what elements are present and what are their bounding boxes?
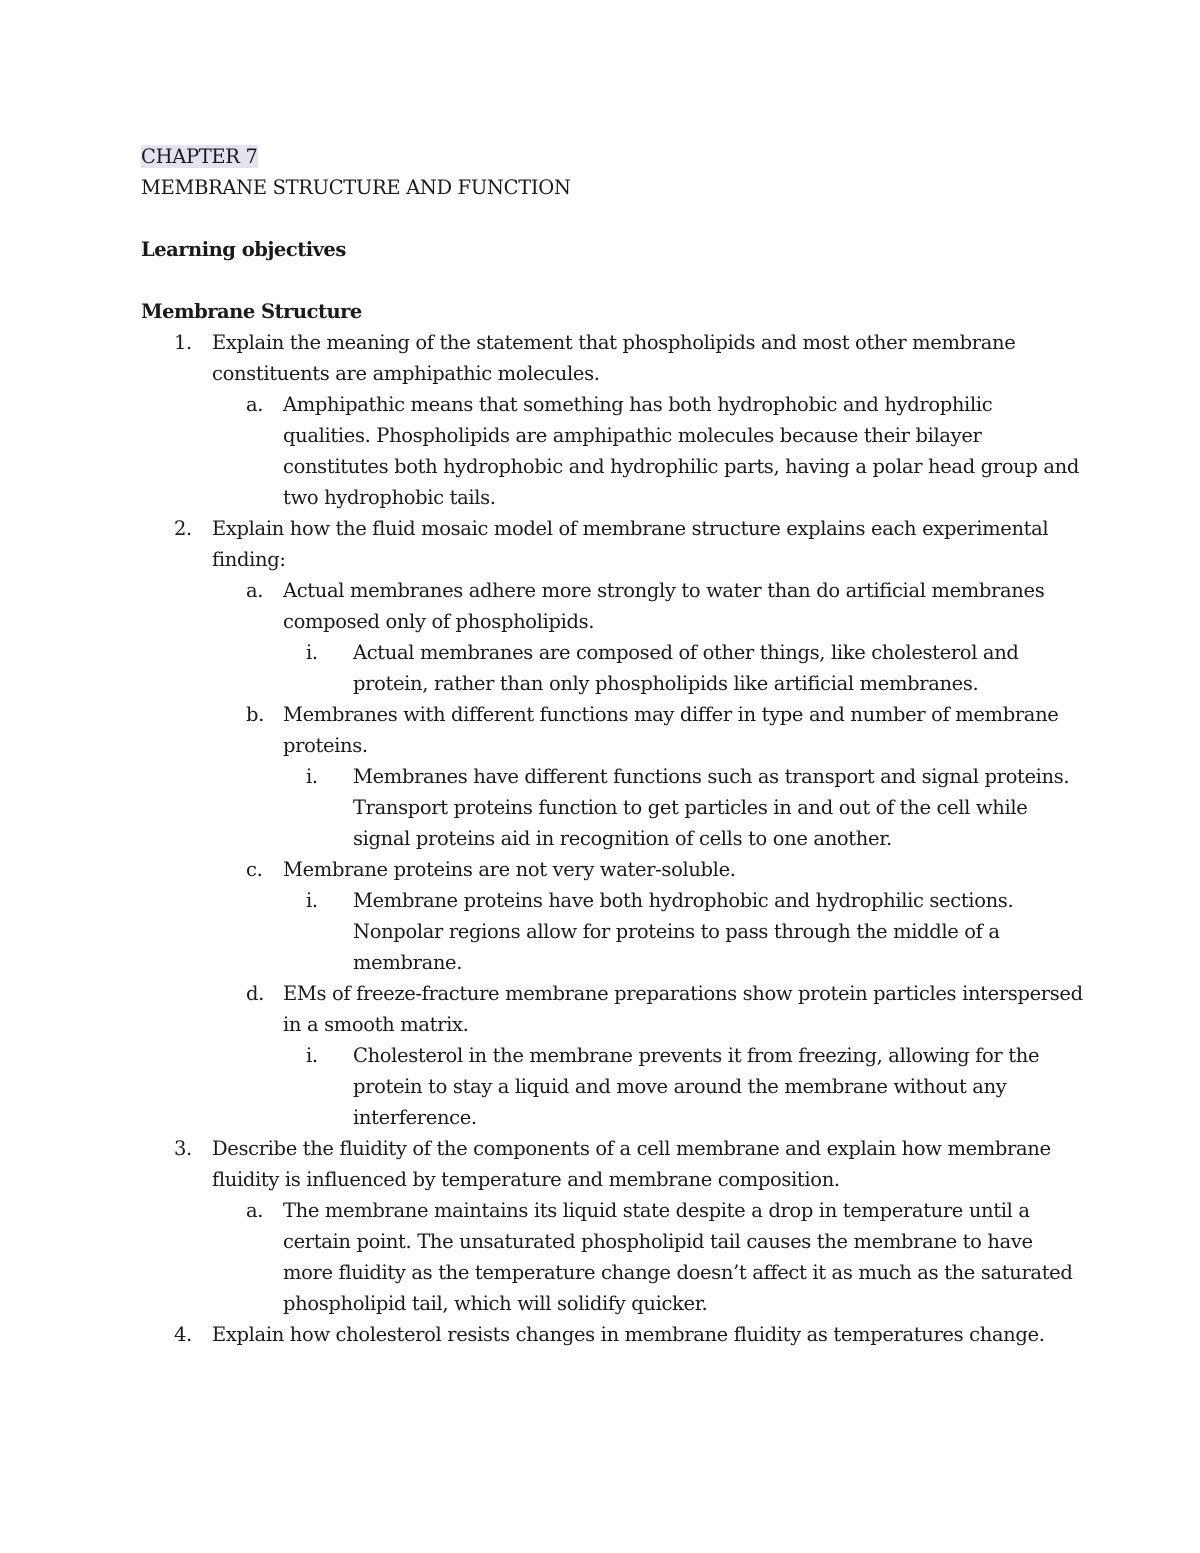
subitem-text: qualities. Phospholipids are amphipathic molecules because their bilayer (283, 424, 982, 447)
subsubitem-text: Cholesterol in the membrane prevents it from freezing, allowing for the (353, 1044, 1040, 1067)
subitem-text: certain point. The unsaturated phospholipid tail causes the membrane to have (283, 1230, 1033, 1253)
subitem-text: Membrane proteins are not very water-soluble. (283, 858, 736, 881)
item-text: Explain how the fluid mosaic model of membrane structure explains each experimental (212, 517, 1049, 540)
subitem-text: Membranes with different functions may differ in type and number of membrane (283, 703, 1059, 726)
subitem-label: a. (246, 579, 264, 602)
item-text: finding: (212, 548, 286, 571)
item-text: Explain how cholesterol resists changes in membrane fluidity as temperatures change. (212, 1323, 1045, 1346)
subitem-label: c. (246, 858, 263, 881)
subitem-text: Amphipathic means that something has both hydrophobic and hydrophilic (283, 393, 993, 416)
subitem-label: a. (246, 393, 264, 416)
subitem-text: in a smooth matrix. (283, 1013, 469, 1036)
subsubitem-text: protein, rather than only phospholipids like artificial membranes. (353, 672, 979, 695)
subitem-label: d. (246, 982, 264, 1005)
subsubitem-text: signal proteins aid in recognition of cells to one another. (353, 827, 892, 850)
item-label: 3. (174, 1137, 192, 1160)
item-label: 1. (174, 331, 192, 354)
subitem-text: more fluidity as the temperature change doesn’t affect it as much as the saturated (283, 1261, 1073, 1284)
subitem-text: composed only of phospholipids. (283, 610, 595, 633)
item-text: Describe the fluidity of the components of a cell membrane and explain how membrane (212, 1137, 1051, 1160)
item-text: Explain the meaning of the statement that phospholipids and most other membrane (212, 331, 1016, 354)
item-label: 4. (174, 1323, 192, 1346)
subitem-text: constitutes both hydrophobic and hydrophilic parts, having a polar head group and (283, 455, 1079, 478)
section-heading: Membrane Structure (141, 300, 362, 323)
subsubitem-label: i. (306, 765, 318, 788)
chapter-highlight: CHAPTER 7 (141, 145, 258, 168)
subitem-label: a. (246, 1199, 264, 1222)
item-text: fluidity is influenced by temperature and membrane composition. (212, 1168, 840, 1191)
subitem-text: EMs of freeze-fracture membrane preparations show protein particles interspersed (283, 982, 1083, 1005)
subsubitem-label: i. (306, 1044, 318, 1067)
subsubitem-text: Actual membranes are composed of other things, like cholesterol and (353, 641, 1019, 664)
subitem-text: phospholipid tail, which will solidify quicker. (283, 1292, 708, 1315)
item-text: constituents are amphipathic molecules. (212, 362, 600, 385)
chapter-label (141, 141, 258, 172)
item-label: 2. (174, 517, 192, 540)
subsubitem-label: i. (306, 641, 318, 664)
subsubitem-label: i. (306, 889, 318, 912)
subitem-text: The membrane maintains its liquid state despite a drop in temperature until a (283, 1199, 1030, 1222)
subitem-text: Actual membranes adhere more strongly to water than do artificial membranes (283, 579, 1045, 602)
subsubitem-text: Membranes have different functions such as transport and signal proteins. (353, 765, 1070, 788)
subitem-text: two hydrophobic tails. (283, 486, 496, 509)
subsubitem-text: Membrane proteins have both hydrophobic and hydrophilic sections. (353, 889, 1014, 912)
subsubitem-text: protein to stay a liquid and move around the membrane without any (353, 1075, 1007, 1098)
chapter-title: MEMBRANE STRUCTURE AND FUNCTION (141, 176, 571, 199)
objectives-heading: Learning objectives (141, 238, 346, 261)
subsubitem-text: Transport proteins function to get particles in and out of the cell while (353, 796, 1028, 819)
subitem-text: proteins. (283, 734, 368, 757)
subitem-label: b. (246, 703, 264, 726)
subsubitem-text: membrane. (353, 951, 463, 974)
subsubitem-text: Nonpolar regions allow for proteins to pass through the middle of a (353, 920, 1000, 943)
subsubitem-text: interference. (353, 1106, 477, 1129)
